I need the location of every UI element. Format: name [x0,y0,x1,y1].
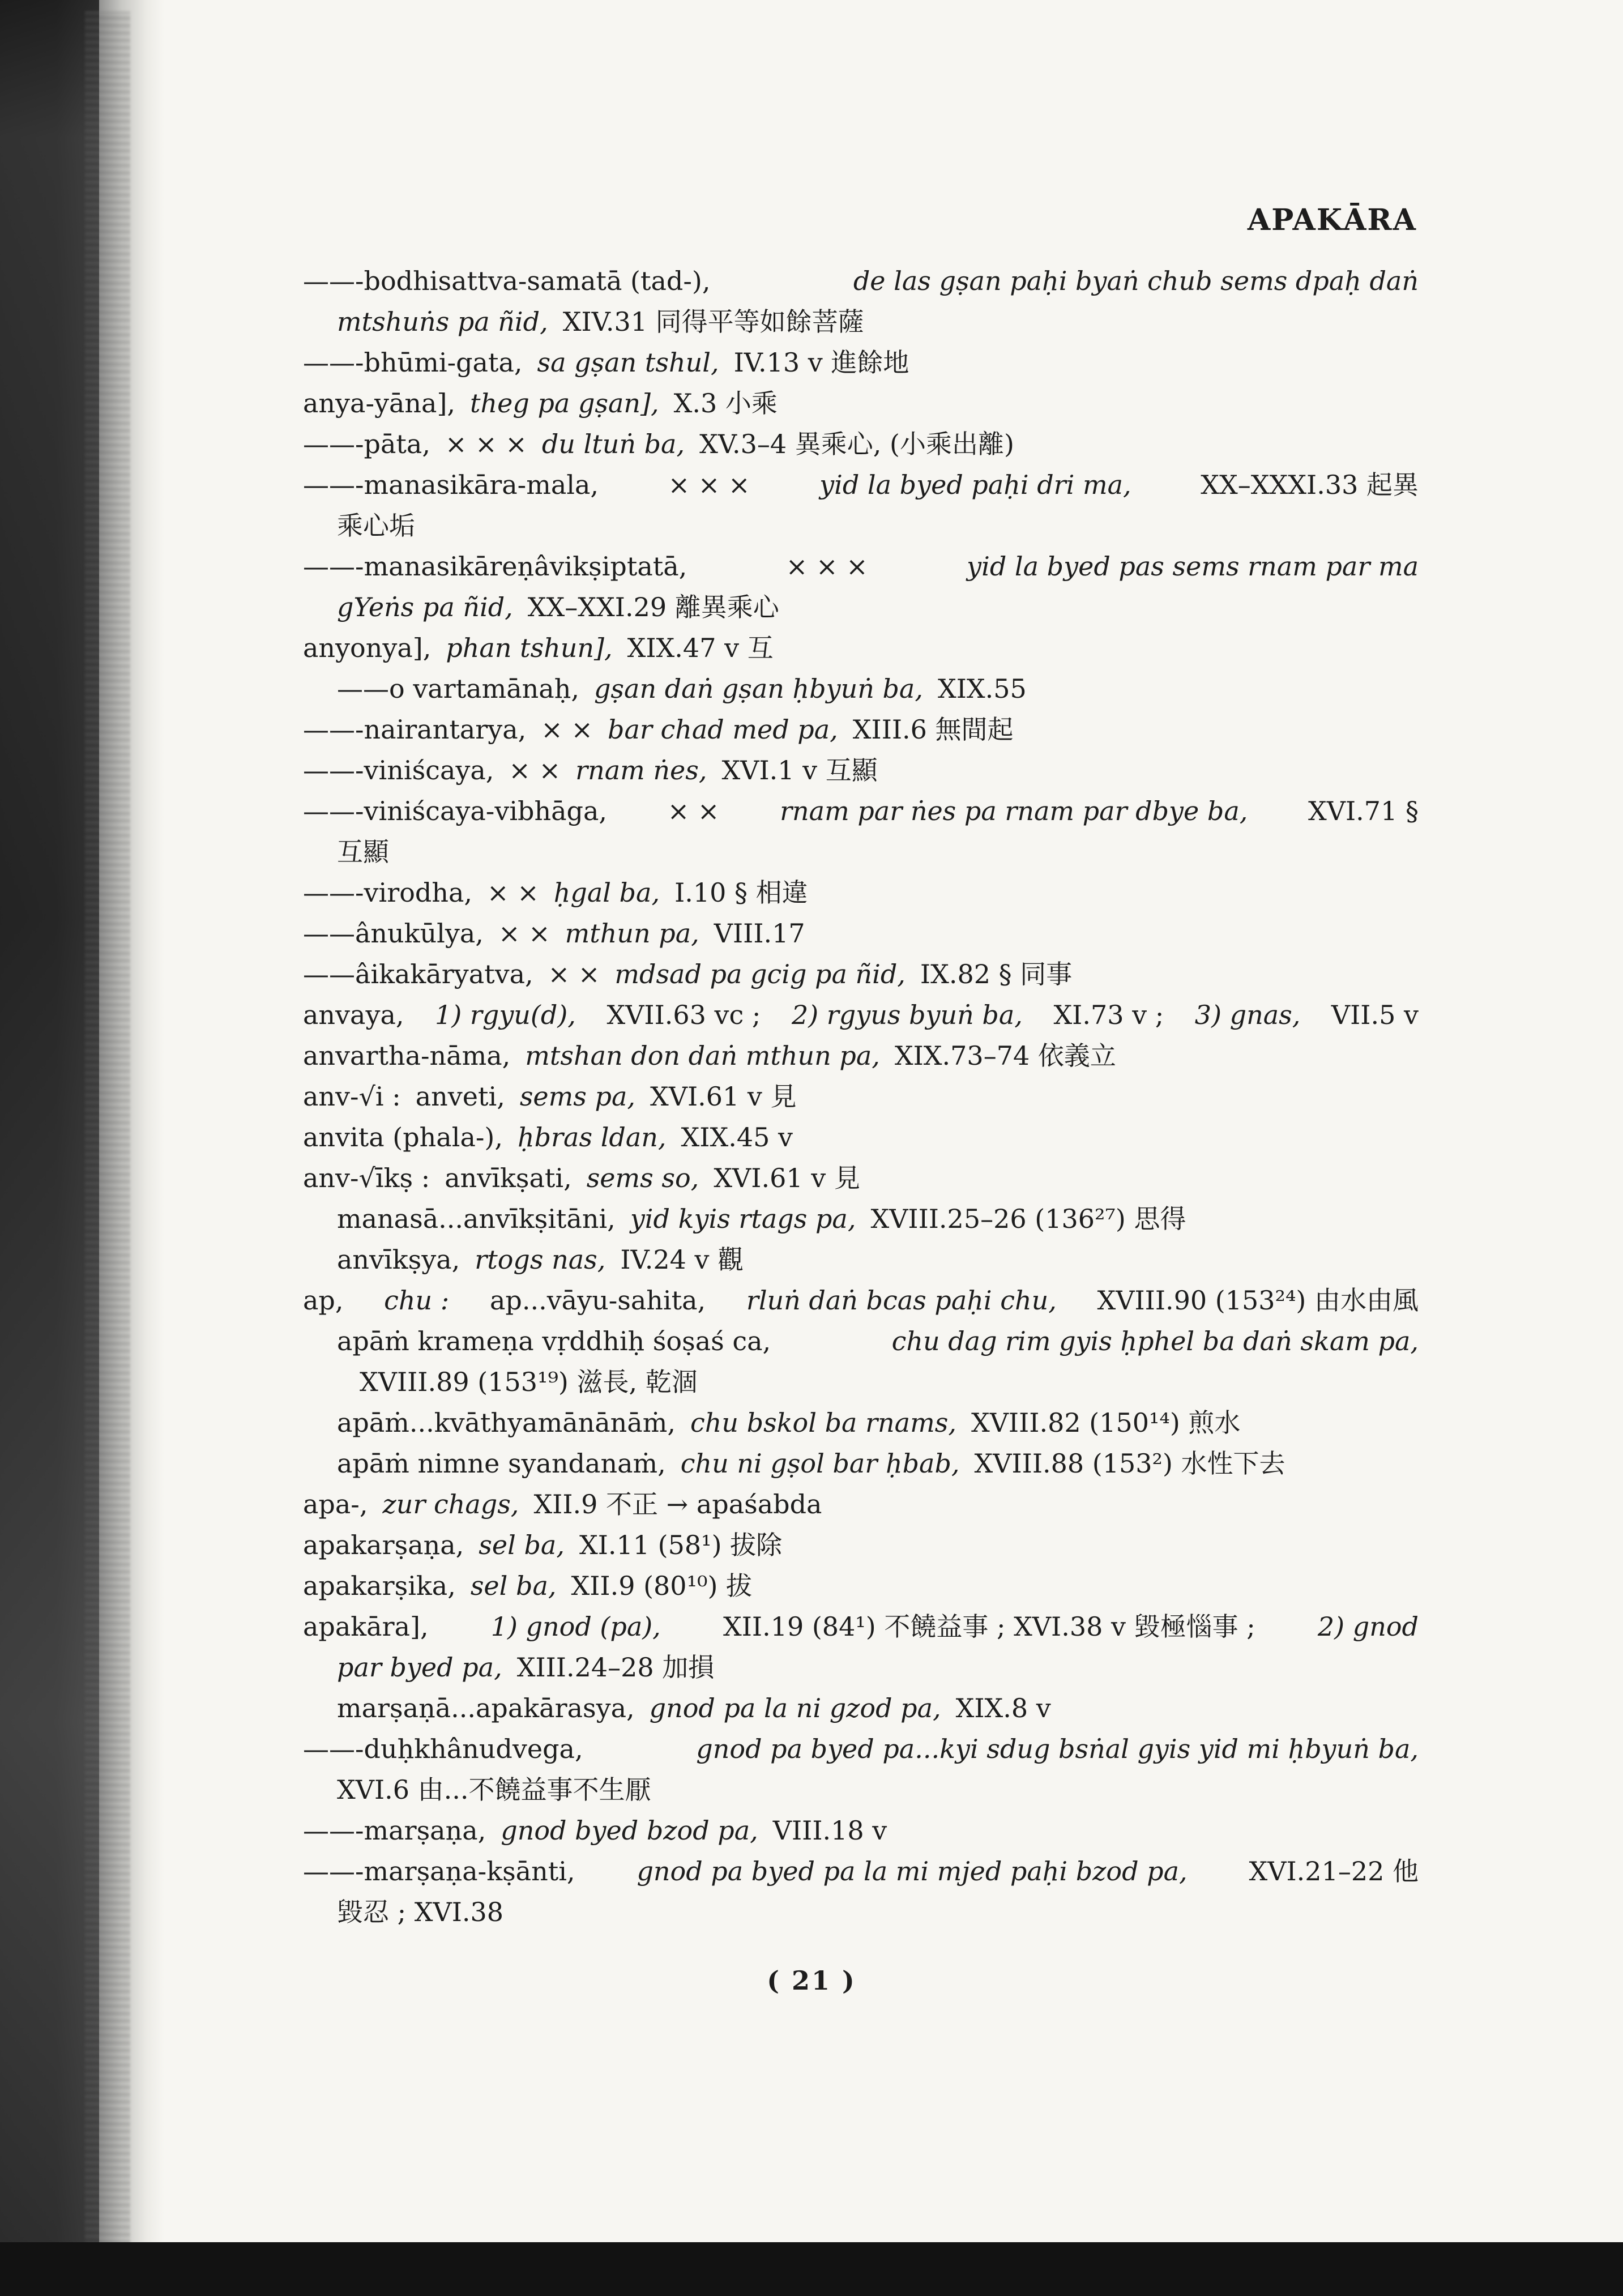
tibetan-gloss: gnod pa byed pa...kyi sdug bsṅal gyis yid mi ḥbyuṅ ba, [696,1734,1419,1764]
tibetan-gloss: sa gṣan tshul, [537,347,719,378]
entry-line [303,831,1419,872]
entry-text: ——-duḥkhânudvega, [303,1734,583,1764]
entry-text: ——-bhūmi-gata, [303,347,523,378]
tibetan-gloss: gnod pa la ni gzod pa, [649,1693,941,1723]
entry-text: anvaya, [303,1000,404,1030]
tibetan-gloss: mdsad pa gcig pa ñid, [614,959,906,989]
entry-line [303,1402,1419,1443]
entry-text: × × [548,959,600,989]
entry-text: apa-, [303,1489,368,1520]
tibetan-gloss: 1) rgyu(d), [435,1000,576,1030]
entry-text: XII.9 (80¹⁰) 拔 [571,1571,753,1601]
entry-text: ——o vartamānaḥ, [337,673,579,704]
entry-text: I.10 § 相違 [674,877,808,908]
entry-text: anvīkṣati, [445,1163,572,1193]
entry-text: X.3 小乘 [673,388,778,419]
entry-line [303,383,1419,424]
entry-line [303,1810,1419,1851]
entry-text: × × × [785,551,868,582]
scan-bottom-border [0,2242,1623,2296]
entry-text: apāṁ krameṇa vṛddhiḥ śoṣaś ca, [337,1326,771,1356]
entry-text: XI.11 (58¹) 拔除 [579,1530,783,1560]
entry-text: XVII.63 vc ; [607,1000,761,1030]
page-number: ( 21 ) [767,1965,856,1996]
entry-text: apakarṣaṇa, [303,1530,464,1560]
tibetan-gloss: gnod pa byed pa la mi mjed paḥi bzod pa, [637,1856,1188,1887]
entry-text: XIV.31 同得平等如餘菩薩 [562,306,864,337]
entry-line [303,1321,1419,1362]
entry-line [303,1892,1419,1932]
entry-text: ——-marṣaṇa, [303,1815,486,1846]
entry-text: XVIII.89 (153¹⁹) 滋長, 乾涸 [360,1367,698,1397]
entry-line [303,1688,1419,1729]
tibetan-gloss: 3) gnas, [1194,1000,1301,1030]
entry-text: XII.19 (84¹) 不饒益事 ; XVI.38 v 毀極惱事 ; [723,1611,1255,1642]
entry-line [303,546,1419,587]
entry-text: ——-nairantarya, [303,714,527,745]
tibetan-gloss: mtshuṅs pa ñid, [337,306,548,337]
tibetan-gloss: ḥbras ldan, [517,1122,667,1153]
entry-text: × × [667,796,720,826]
entry-line [303,709,1419,750]
tibetan-gloss: ḥgal ba, [553,877,660,908]
entry-text: ——-manasikāreṇâvikṣiptatā, [303,551,687,582]
entry-text: ——âikakāryatva, [303,959,533,989]
entry-text: XVIII.90 (153²⁴) 由水由風 [1097,1285,1419,1316]
entry-text: 乘心垢 [337,510,415,541]
tibetan-gloss: bar chad med pa, [608,714,838,745]
entry-line [303,1729,1419,1769]
tibetan-gloss: de las gṣan paḥi byaṅ chub sems dpaḥ daṅ [853,266,1419,296]
entry-line [303,913,1419,954]
entry-text: XVI.1 v 互顯 [721,755,878,786]
page-edge-texture [85,11,130,2277]
entry-text: XI.73 v ; [1053,1000,1164,1030]
entry-text: XVIII.82 (150¹⁴) 煎水 [971,1407,1241,1438]
entry-line [303,1280,1419,1321]
tibetan-gloss: theg pa gṣan], [470,388,659,419]
entry-text: XVIII.88 (153²) 水性下去 [974,1448,1285,1479]
tibetan-gloss: 1) gnod (pa), [490,1611,661,1642]
tibetan-gloss: gYeṅs pa ñid, [337,592,513,622]
entry-text: VII.5 v [1331,1000,1419,1030]
tibetan-gloss: mthun pa, [565,918,699,949]
entry-text: IV.24 v 觀 [620,1244,744,1275]
tibetan-gloss: phan tshun], [446,633,613,663]
entry-text: XIII.6 無間起 [852,714,1014,745]
entry-text: apāṁ...kvāthyamānānāṁ, [337,1407,676,1438]
entry-text: XVI.61 v 見 [650,1081,797,1112]
tibetan-gloss: 2) gnod [1317,1611,1419,1642]
entry-text: × × [509,755,561,786]
entry-text: × × [498,918,550,949]
entry-text: apakarṣika, [303,1571,456,1601]
entry-text: ——-marṣaṇa-kṣānti, [303,1856,575,1887]
entry-line [303,1484,1419,1525]
entry-line [303,995,1419,1035]
entry-text: XVIII.25–26 (136²⁷) 思得 [870,1204,1186,1234]
entry-text: anvīkṣya, [337,1244,460,1275]
entry-line [303,1198,1419,1239]
tibetan-gloss: sems pa, [519,1081,635,1112]
entry-text: XV.3–4 異乘心, (小乘出離) [699,429,1014,459]
entry-line [303,1851,1419,1892]
entry-text: XX–XXXI.33 起異 [1201,470,1419,500]
tibetan-gloss: yid kyis rtags pa, [630,1204,856,1234]
entry-text: XIX.55 [937,673,1027,704]
entry-text: anv-√īkṣ : [303,1163,430,1193]
tibetan-gloss: sems so, [586,1163,699,1193]
entry-text: XIX.8 v [955,1693,1051,1723]
tibetan-gloss: chu dag rim gyis ḥphel ba daṅ skam pa, [891,1326,1419,1356]
tibetan-gloss: rluṅ daṅ bcas paḥi chu, [746,1285,1057,1316]
entry-text: ——-manasikāra-mala, [303,470,599,500]
entry-text: XX–XXI.29 離異乘心 [527,592,779,622]
book-binding [0,0,99,2296]
entry-line [303,1606,1419,1647]
entry-line [303,464,1419,505]
tibetan-gloss: yid la byed paḥi dri ma, [819,470,1131,500]
tibetan-gloss: chu ni gṣol bar ḥbab, [680,1448,960,1479]
entry-line [303,872,1419,913]
entry-text: anvartha-nāma, [303,1040,511,1071]
entry-text: apakāra], [303,1611,429,1642]
entry-line [303,1076,1419,1117]
entry-text: ——-pāta, [303,429,430,459]
dictionary-entries [303,261,1419,1932]
tibetan-gloss: mtshan don daṅ mthun pa, [525,1040,880,1071]
entry-text: ——-viniścaya-vibhāga, [303,796,608,826]
entry-line [303,1525,1419,1565]
entry-line [303,1647,1419,1688]
tibetan-gloss: gnod byed bzod pa, [501,1815,758,1846]
tibetan-gloss: rnam ṅes, [575,755,707,786]
entry-text: × × × [668,470,750,500]
entry-text: anvita (phala-), [303,1122,503,1153]
entry-line [303,954,1419,995]
entry-text: ——-viniścaya, [303,755,494,786]
entry-text: ——-bodhisattva-samatā (tad-), [303,266,711,296]
entry-line [303,424,1419,464]
entry-line [303,1239,1419,1280]
entry-text: XVI.71 § [1308,796,1419,826]
entry-text: × × × [445,429,527,459]
entry-text: IV.13 v 進餘地 [733,347,909,378]
entry-text: XIX.45 v [681,1122,793,1153]
entry-text: IX.82 § 同事 [920,959,1073,989]
entry-line [303,301,1419,342]
tibetan-gloss: sel ba, [470,1571,557,1601]
entry-line [303,261,1419,301]
entry-line [303,750,1419,791]
entry-text: apāṁ nimne syandanaṁ, [337,1448,666,1479]
entry-text: XVI.6 由...不饒益事不生厭 [337,1774,651,1805]
entry-text: VIII.17 [714,918,805,949]
tibetan-gloss: par byed pa, [337,1652,502,1683]
entry-text: × × [487,877,539,908]
entry-line [303,1117,1419,1158]
entry-line [303,1362,1419,1402]
entry-text: anv-√i : [303,1081,401,1112]
entry-text: ap, [303,1285,344,1316]
entry-line [303,342,1419,383]
tibetan-gloss: gṣan daṅ gṣan ḥbyuṅ ba, [593,673,923,704]
entry-line [303,587,1419,628]
entry-line [303,505,1419,546]
entry-text: 互顯 [337,837,389,867]
entry-text: manasā...anvīkṣitāni, [337,1204,616,1234]
entry-text: marṣaṇā...apakārasya, [337,1693,635,1723]
running-head: APAKĀRA [1247,203,1417,237]
entry-line [303,1158,1419,1198]
tibetan-gloss: chu : [384,1285,450,1316]
entry-text: XII.9 不正 → apaśabda [533,1489,822,1520]
entry-text: XIX.73–74 依義立 [894,1040,1116,1071]
entry-text: VIII.18 v [772,1815,887,1846]
entry-text: ——ânukūlya, [303,918,484,949]
entry-text: XIX.47 v 互 [627,633,774,663]
tibetan-gloss: 2) rgyus byuṅ ba, [791,1000,1023,1030]
entry-text: × × [541,714,593,745]
entry-text: XIII.24–28 加損 [516,1652,715,1683]
entry-text: anya-yāna], [303,388,456,419]
entry-line [303,1035,1419,1076]
tibetan-gloss: sel ba, [479,1530,565,1560]
entry-text: anveti, [415,1081,505,1112]
entry-line [303,628,1419,668]
entry-line [303,668,1419,709]
entry-text: ——-virodha, [303,877,473,908]
entry-text: XVI.61 v 見 [714,1163,860,1193]
entry-text: XVI.21–22 他 [1249,1856,1419,1887]
entry-text: ap...vāyu-sahita, [489,1285,706,1316]
entry-line [303,1565,1419,1606]
tibetan-gloss: du ltuṅ ba, [541,429,685,459]
entry-text: 毀忍 ; XVI.38 [337,1897,504,1927]
tibetan-gloss: zur chags, [382,1489,519,1520]
entry-text: anyonya], [303,633,432,663]
entry-line [303,1769,1419,1810]
tibetan-gloss: rtogs nas, [475,1244,606,1275]
entry-line [303,1443,1419,1484]
entry-line [303,791,1419,831]
tibetan-gloss: chu bskol ba rnams, [690,1407,956,1438]
tibetan-gloss: yid la byed pas sems rnam par ma [967,551,1419,582]
tibetan-gloss: rnam par ṅes pa rnam par dbye ba, [780,796,1248,826]
